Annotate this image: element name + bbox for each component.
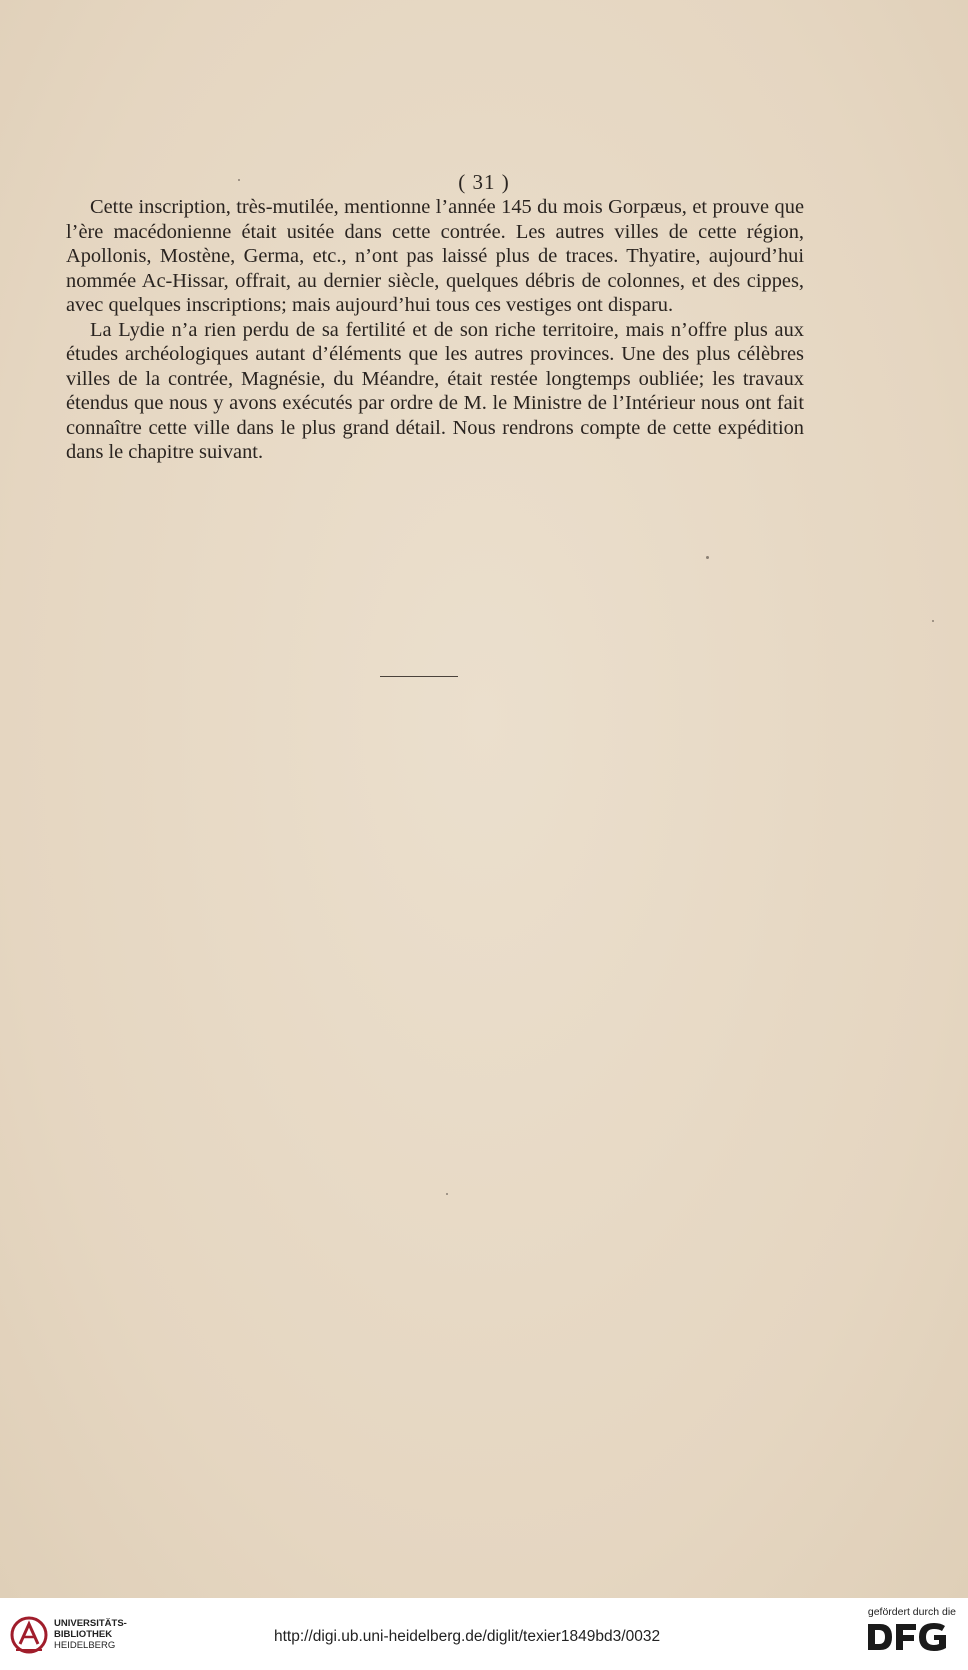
- library-name-line3: HEIDELBERG: [54, 1640, 116, 1651]
- library-name-line2: BIBLIOTHEK: [54, 1629, 113, 1640]
- library-name-line1: UNIVERSITÄTS-: [54, 1618, 127, 1629]
- paper-speck: [932, 620, 934, 622]
- dfg-logo-icon: [846, 1620, 956, 1654]
- funder-block[interactable]: [846, 1606, 956, 1654]
- footer-bar: [0, 1598, 968, 1670]
- paragraph-2: La Lydie n’a rien perdu de sa fertilité et de son riche territoire, mais n’offre plus aux études archéologiques autant d’éléments que les autres provinces. Une des plus célèbres villes de la contrée, Magnésie, du Méandre, était restée longtemps oubliée; les travaux étendus que nous y avons exécutés par ordre de M. le Ministre de l’Intérieur nous ont fait connaître cette ville dans le plus grand détail. Nous rendrons compte de cette expédition dans le chapitre suivant.: [66, 318, 804, 463]
- paper-speck: [238, 179, 240, 181]
- paper-speck: [446, 1193, 448, 1195]
- page-number: ( 31 ): [458, 170, 510, 194]
- library-logo[interactable]: [10, 1612, 128, 1660]
- body-text: [66, 195, 804, 465]
- paragraph-1: Cette inscription, très-mutilée, mentionne l’année 145 du mois Gorpæus, et prouve que l’ère macédonienne était usitée dans cette contrée. Les autres villes de cette région, Apollonis, Mostène, Germa, etc., n’ont pas laissé plus de traces. Thyatire, aujourd’hui nommée Ac-Hissar, offrait, au dernier siècle, quelques débris de colonnes, et des cippes, avec quelques inscriptions; mais aujourd’hui tous ces vestiges ont disparu.: [66, 196, 804, 316]
- permalink-url[interactable]: http://digi.ub.uni-heidelberg.de/diglit/texier1849bd3/0032: [274, 1628, 661, 1645]
- library-name: [54, 1618, 127, 1651]
- heidelberg-university-seal-icon: [10, 1614, 48, 1656]
- section-divider: [380, 676, 458, 677]
- funding-caption: gefördert durch die: [867, 1606, 956, 1618]
- paper-speck: [706, 556, 709, 559]
